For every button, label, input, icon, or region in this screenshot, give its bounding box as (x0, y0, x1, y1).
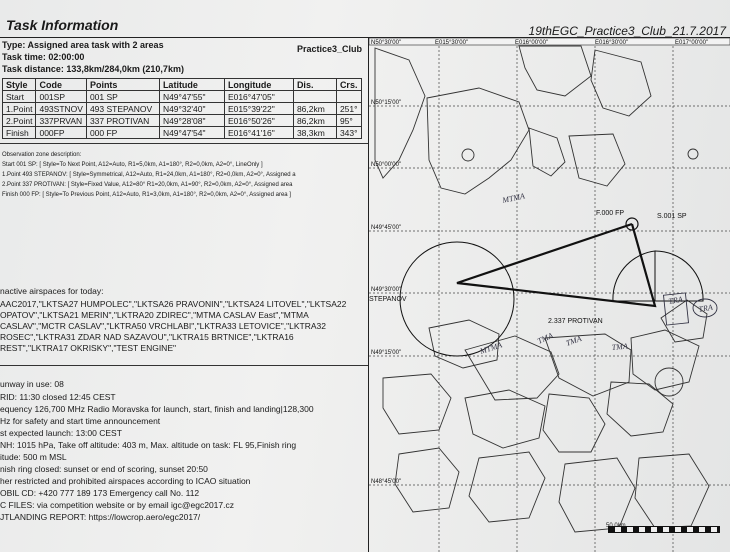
col-dis: Dis. (293, 79, 336, 91)
col-code: Code (36, 79, 86, 91)
tp-label: 2.337 PROTIVAN (548, 318, 603, 325)
airspace-line: AAC2017,"LKTSA27 HUMPOLEC","LKTSA26 PRAVONIN","LKTSA24 LITOVEL","LKTSA22 (0, 299, 347, 309)
cell: 1.Point (3, 103, 36, 115)
lat-label: N50°00'00" (371, 162, 402, 168)
section-divider (0, 143, 368, 144)
observation-line: 2.Point 337 PROTIVAN: [ Style=Fixed Value, A12=80° R1=20,0km, A1=90°, R2=0,0km, A2=0°, Assigned area (2, 182, 293, 188)
cell: 337PRVAN (36, 115, 86, 127)
lon-label: E015°30'00" (435, 40, 469, 46)
section-divider (0, 365, 368, 366)
observation-title: Observation zone description: (2, 152, 82, 158)
handwritten-label: MTMA (478, 340, 504, 356)
lon-label: E016°00'00" (515, 40, 549, 46)
task-map (369, 38, 730, 552)
handwritten-label: MTMA (501, 191, 526, 205)
note-line: unway in use: 08 (0, 379, 64, 389)
note-line: equency 126,700 MHz Radio Moravska for launch, start, finish and landing|128,300 (0, 404, 314, 414)
lat-label: N49°45'00" (371, 225, 402, 231)
cell: N49°47'54" (159, 127, 224, 139)
cell: N49°32'40" (159, 103, 224, 115)
airspace-line: ROSEC","LKTRA31 ZDAR NAD SAZAVOU","LKTRA15 BRTNICE","LKTRA16 (0, 332, 294, 342)
note-line: st expected launch: 13:00 CEST (0, 428, 122, 438)
handwritten-label: TMA (611, 341, 629, 352)
col-style: Style (3, 79, 36, 91)
note-line: itude: 500 m MSL (0, 452, 67, 462)
col-longitude: Longitude (224, 79, 293, 91)
col-crs: Crs. (336, 79, 361, 91)
competition-title: 19thEGC_Practice3_Club_21.7.2017 (528, 24, 726, 38)
task-name: Practice3_Club (297, 44, 363, 54)
lat-label: N50°15'00" (371, 100, 402, 106)
cell: 251° (336, 103, 361, 115)
page-title: Task Information (6, 17, 119, 33)
lon-label: E017°00'00" (675, 40, 709, 46)
cell: 000 FP (86, 127, 159, 139)
observation-line: Start 001 SP: [ Style=To Next Point, A12=Auto, R1=5,0km, A1=180°, R2=0,0km, A2=0°, LineOnly ] (2, 162, 263, 168)
tp-label: F.000 FP (596, 210, 625, 217)
airspace-line: REST","LKTRA17 OKRISKY","TEST ENGINE" (0, 343, 177, 353)
lat-label: N49°30'00" (371, 287, 402, 293)
cell: 493 STEPANOV (86, 103, 159, 115)
cell: 337 PROTIVAN (86, 115, 159, 127)
table-row (3, 127, 362, 139)
cell: 001SP (36, 91, 86, 103)
airspace-outlines (375, 46, 709, 532)
col-latitude: Latitude (159, 79, 224, 91)
handwritten-label: TRA (667, 294, 684, 306)
lat-labels (371, 100, 401, 485)
task-distance: Task distance: 133,8km/284,0km (210,7km) (2, 64, 184, 74)
cell: 95° (336, 115, 361, 127)
note-line: C FILES: via competition website or by email igc@egc2017.cz (0, 500, 234, 510)
cell: 38,3km (293, 127, 336, 139)
airspace-line: CASLAV","MCTR CASLAV","LKTRA50 VRCHLABI","LKTRA33 LETOVICE","LKTRA32 (0, 321, 326, 331)
note-line: NH: 1015 hPa, Take off altitude: 403 m, Max. altitude on task: FL 95,Finish ring (0, 440, 297, 450)
note-line: nish ring closed: sunset or end of scoring, sunset 20:50 (0, 464, 208, 474)
cell: N49°28'08" (159, 115, 224, 127)
cell: E016°41'16" (224, 127, 293, 139)
cell: 343° (336, 127, 361, 139)
cell: 86,2km (293, 103, 336, 115)
cell: Start (3, 91, 36, 103)
airspace-line: OPATOV","LKTSA21 MERIN","LKTRA20 ZDIREC","MTMA CASLAV East","MTMA (0, 310, 309, 320)
handwritten-label: TMA (564, 333, 583, 348)
table-row (3, 91, 362, 103)
tp-label: STEPANOV (369, 296, 407, 303)
col-points: Points (86, 79, 159, 91)
cell (336, 91, 361, 103)
turnpoint-labels (369, 210, 687, 325)
cell: 493STNOV (36, 103, 86, 115)
cell: N49°47'55" (159, 91, 224, 103)
cell: 000FP (36, 127, 86, 139)
note-line: her restricted and prohibited airspaces according to ICAO situation (0, 476, 251, 486)
cell: 001 SP (86, 91, 159, 103)
cell: E016°47'05" (224, 91, 293, 103)
lat-label: N49°15'00" (371, 350, 402, 356)
cell: Finish (3, 127, 36, 139)
cell: 2.Point (3, 115, 36, 127)
observation-line: 1.Point 493 STEPANOV: [ Style=Symmetrical, A12=Auto, R1=24,0km, A1=180°, R2=0,0km, A2=0°, Assigned a (2, 172, 296, 178)
note-line: RID: 11:30 closed 12:45 CEST (0, 392, 116, 402)
cell: 86,2km (293, 115, 336, 127)
map-scale-label: 50,0km (606, 523, 626, 529)
observation-line: Finish 000 FP: [ Style=To Previous Point, A12=Auto, R1=3,0km, A1=180°, R2=0,0km, A2=0°, Assigned area ] (2, 192, 291, 198)
table-row (3, 103, 362, 115)
table-header-row (3, 79, 362, 91)
note-line: JTLANDING REPORT: https://lowcrop.aero/egc2017/ (0, 512, 201, 522)
cell (293, 91, 336, 103)
note-line: Hz for safety and start time announcement (0, 416, 161, 426)
handwritten-label: TMA (536, 330, 555, 346)
note-line: OBIL CD: +420 777 189 173 Emergency call No. 112 (0, 488, 200, 498)
cell: E016°50'26" (224, 115, 293, 127)
task-time: Task time: 02:00:00 (2, 52, 85, 62)
airspaces-title: nactive airspaces for today: (0, 286, 104, 296)
lon-label: N50°30'00" (371, 40, 402, 46)
lat-label: N48°45'00" (371, 479, 402, 485)
task-type: Type: Assigned area task with 2 areas (2, 40, 164, 50)
lon-label: E016°30'00" (595, 40, 629, 46)
table-row (3, 115, 362, 127)
cell: E015°39'22" (224, 103, 293, 115)
turnpoint-table (2, 78, 362, 139)
tp-label: S.001 SP (657, 213, 687, 220)
handwritten-label: TRA (697, 302, 714, 314)
